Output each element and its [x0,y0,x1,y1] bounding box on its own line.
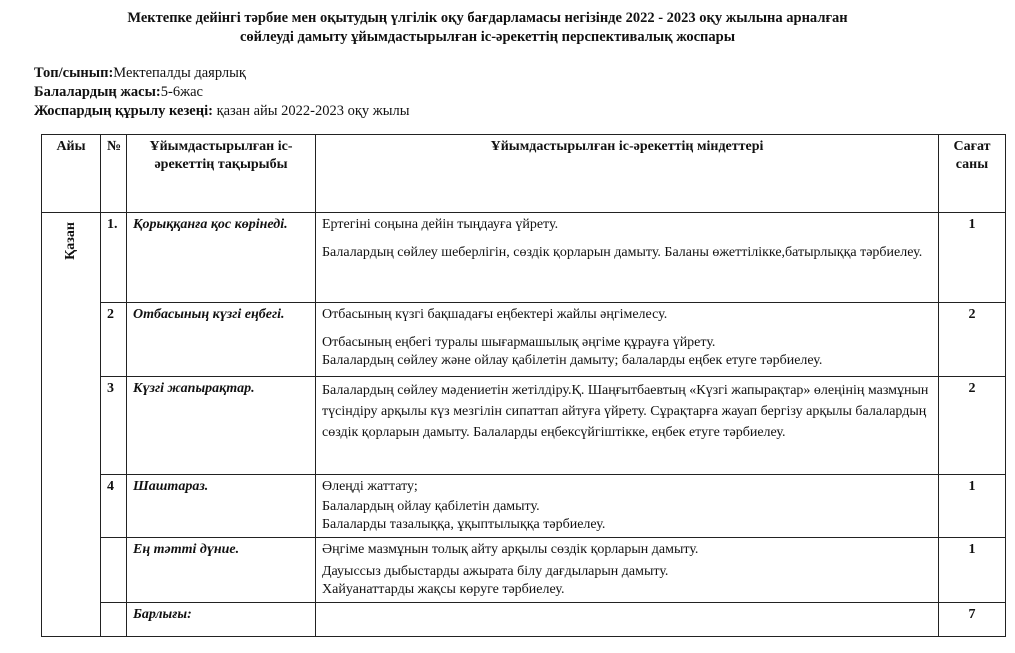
month-label: Қазан [63,222,78,260]
row-number [101,603,127,637]
period-line [34,102,410,121]
group-value: Мектепалды даярлық [113,65,246,81]
title-line-2: сөйлеуді дамыту ұйымдастырылған іс-әрекеттің перспективалық жоспары [239,29,736,45]
row-number [101,538,127,603]
row-topic: Ең тәтті дүние. [127,538,316,603]
group-label: Топ/сынып: [34,65,114,81]
header-number: № [101,135,127,213]
task-line: Дауыссыз дыбыстарды ажырата білу дағдыларын дамыту. [322,564,669,579]
table-row-total [42,603,1006,637]
row-topic: Шаштараз. [127,475,316,538]
row-number: 3 [101,377,127,475]
task-line: Хайуанаттарды жақсы көруге тәрбиелеу. [322,582,565,597]
row-number: 1. [101,213,127,303]
table-row [42,475,1006,538]
document-title [0,9,975,47]
row-topic: Отбасының күзгі еңбегі. [127,303,316,377]
row-hours: 1 [939,538,1006,603]
task-line: Ертегіні соңына дейін тыңдауға үйрету. [322,217,559,232]
header-month: Айы [42,135,101,213]
table-row [42,377,1006,475]
row-hours: 2 [939,377,1006,475]
table-row [42,303,1006,377]
header-tasks: Ұйымдастырылған іс-әрекеттің міндеттері [316,135,939,213]
task-line: Балалардың сөйлеу және ойлау қабілетін дамыту; балаларды еңбек етуге тәрбиелеу. [322,353,823,368]
table-header-row [42,135,1006,213]
task-line: Отбасының күзгі бақшадағы еңбектері жайлы әңгімелесу. [322,307,668,322]
row-tasks [316,377,939,475]
row-topic: Қорыққанға қос көрінеді. [127,213,316,303]
row-hours: 1 [939,213,1006,303]
task-line: Балаларды тазалыққа, ұқыптылыққа тәрбиелеу. [322,517,606,532]
row-tasks [316,538,939,603]
row-hours: 2 [939,303,1006,377]
header-hours: Сағат саны [939,135,1006,213]
table-row [42,538,1006,603]
task-line: Балалардың ойлау қабілетін дамыту. [322,499,540,514]
total-label: Барлығы: [127,603,316,637]
header-topic: Ұйымдастырылған іс-әрекеттің тақырыбы [127,135,316,213]
row-topic: Күзгі жапырақтар. [127,377,316,475]
total-hours: 7 [939,603,1006,637]
plan-meta [34,64,410,121]
age-line [34,83,410,102]
task-line: Өлеңді жаттату; [322,479,418,494]
task-line: Балалардың сөйлеу шеберлігін, сөздік қорларын дамыту. Баланы өжеттілікке,батырлыққа тәрбиелеу. [322,245,923,260]
age-label: Балалардың жасы: [34,84,161,100]
period-label: Жоспардың құрылу кезеңі: [34,103,213,119]
row-tasks [316,303,939,377]
row-hours: 1 [939,475,1006,538]
task-line: Отбасының еңбегі туралы шығармашылық әңгіме құрауға үйрету. [322,335,716,350]
task-line: Әңгіме мазмұнын толық айту арқылы сөздік қорларын дамыту. [322,542,699,557]
plan-table [41,134,1006,637]
group-line [34,64,410,83]
task-line: Балалардың сөйлеу мәдениетін жетілдіру.Қ. Шаңғытбаевтың «Күзгі жапырақтар» өлеңінің мазмұнын түсіндіру арқылы күз мезгілін сипаттап айтуға үйрету. Сұрақтарға жауап бергізу арқылы балалардың сөздік қорларын дамыту. Балаларды еңбексүйгіштікке, еңбек етуге тәрбиелеу. [322,383,929,440]
row-number: 4 [101,475,127,538]
row-tasks [316,475,939,538]
period-value: қазан айы 2022-2023 оқу жылы [212,103,410,119]
row-number: 2 [101,303,127,377]
age-value: 5-6жас [160,84,203,100]
table-row [42,213,1006,303]
row-tasks [316,213,939,303]
title-line-1: Мектепке дейінгі тәрбие мен оқытудың үлгілік оқу бағдарламасы негізінде 2022 - 2023 оқу жылына арналған [127,10,848,26]
row-tasks [316,603,939,637]
month-cell [42,213,101,637]
